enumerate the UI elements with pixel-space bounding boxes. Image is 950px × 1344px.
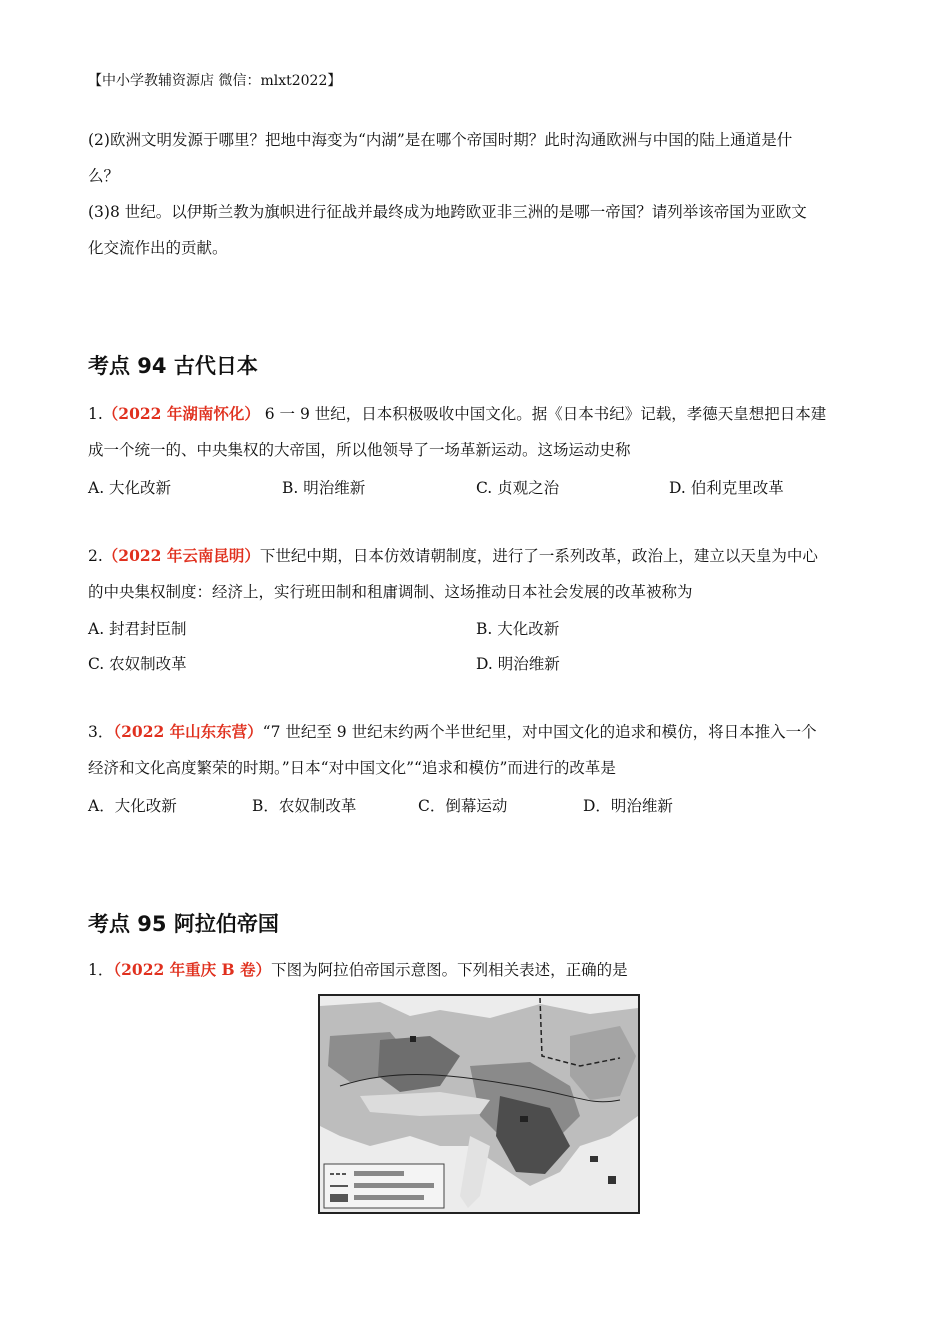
q-text: 6 一 9 世纪，日本积极吸收中国文化。据《日本书纪》记载，孝德天皇想把日本建: [259, 405, 827, 423]
q-source: （2022 年云南昆明）: [102, 546, 260, 565]
q-text: “7 世纪至 9 世纪末约两个半世纪里，对中国文化的追求和模仿，将日本推入一个: [262, 723, 817, 741]
option-a: A．大化改新: [88, 797, 177, 815]
option-c: C. 贞观之治: [476, 479, 560, 497]
option-b: B．农奴制改革: [252, 797, 357, 815]
q-source: （2022 年山东东营）: [113, 722, 263, 741]
q-number: 1.: [88, 405, 103, 423]
q-text: 的中央集权制度：经济上，实行班田制和租庸调制、这场推动日本社会发展的改革被称为: [88, 583, 693, 601]
q-source: （2022 年湖南怀化）: [102, 404, 260, 423]
s95-question-1: [88, 952, 868, 988]
q-source: （2022 年重庆 B 卷）: [113, 960, 272, 979]
option-c: C．倒幕运动: [418, 797, 508, 815]
option-d: D. 明治维新: [476, 655, 560, 673]
section-95-title: 考点 95 阿拉伯帝国: [88, 912, 279, 936]
q-number: 1．: [88, 961, 114, 979]
s94-question-2: [88, 538, 868, 610]
q-number: 3．: [88, 723, 114, 741]
option-d: D. 伯利克里改革: [669, 479, 784, 497]
prev-q3-line2: 化交流作出的贡献。: [88, 239, 228, 257]
q-number: 2.: [88, 547, 103, 565]
option-a: A. 封君封臣制: [88, 620, 187, 638]
s94-question-3: [88, 714, 868, 786]
option-b: B. 大化改新: [476, 620, 560, 638]
option-b: B. 明治维新: [282, 479, 366, 497]
q-text: 下世纪中期，日本仿效请朝制度，进行了一系列改革，政治上，建立以天皇为中心: [259, 547, 818, 565]
prev-q3-line1: (3)8 世纪。以伊斯兰教为旗帜进行征战并最终成为地跨欧亚非三洲的是哪一帝国？请列举该帝国为亚欧文: [88, 203, 807, 221]
prev-q2-line2: 么？: [88, 167, 120, 185]
option-a: A. 大化改新: [88, 479, 172, 497]
q-text: 经济和文化高度繁荣的时期。”日本“对中国文化”“追求和模仿”而进行的改革是: [88, 759, 616, 777]
section-94-title: 考点 94 古代日本: [88, 354, 258, 378]
option-c: C. 农奴制改革: [88, 655, 187, 673]
option-d: D．明治维新: [583, 797, 673, 815]
arab-empire-map: [318, 994, 640, 1214]
page-header: 【中小学教辅资源店 微信：mlxt2022】: [88, 73, 342, 89]
s94-question-1: [88, 396, 868, 468]
prev-question-2: [88, 122, 868, 266]
map-graphic: [320, 996, 638, 1212]
q-text: 下图为阿拉伯帝国示意图。下列相关表述，正确的是: [271, 961, 628, 979]
q-text: 成一个统一的、中央集权的大帝国，所以他领导了一场革新运动。这场运动史称: [88, 441, 631, 459]
prev-q2-line1: (2)欧洲文明发源于哪里？把地中海变为“内湖”是在哪个帝国时期？此时沟通欧洲与中国的陆上通道是什: [88, 131, 793, 149]
